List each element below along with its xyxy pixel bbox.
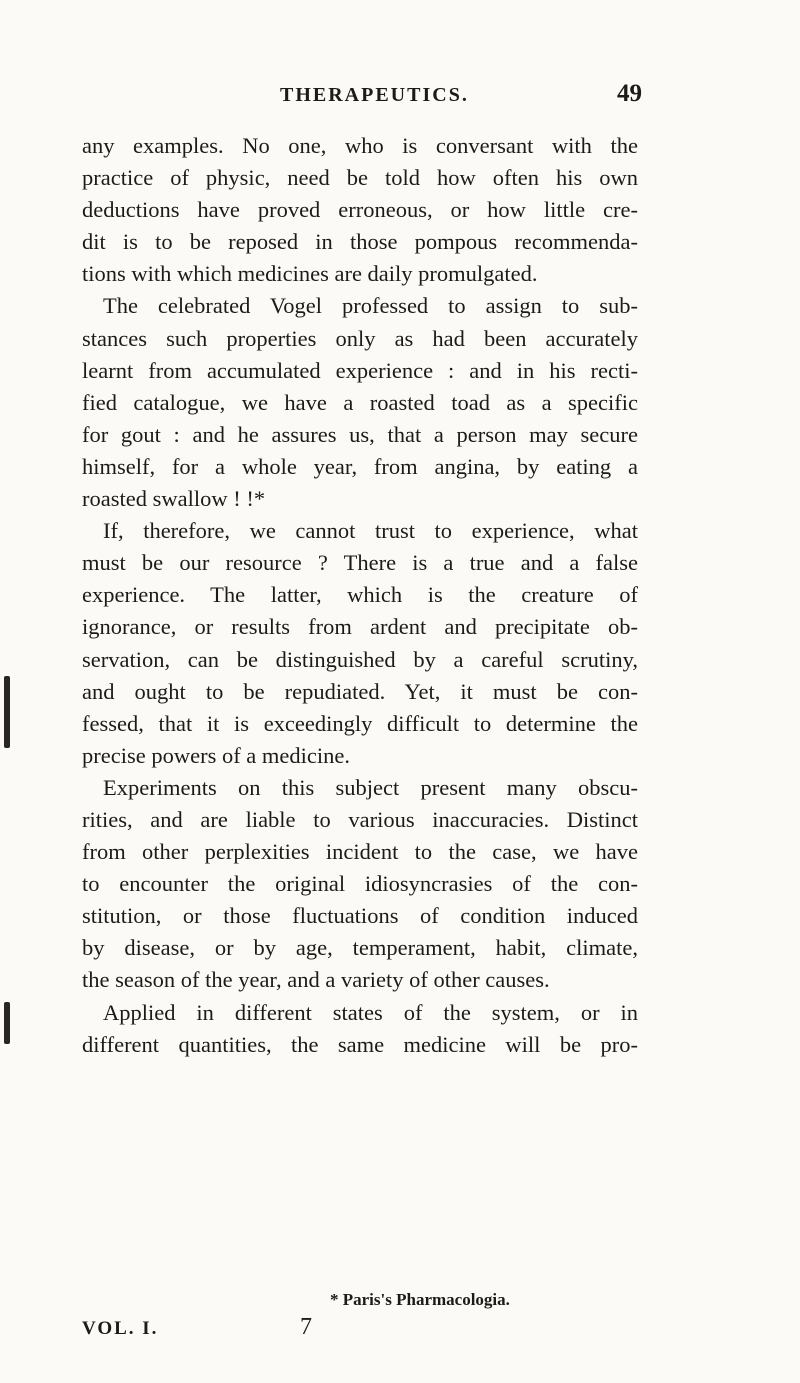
text-line: roasted swallow ! !* xyxy=(82,486,266,512)
text-line: deductions have proved erroneous, or how little cre- xyxy=(82,197,638,223)
text-line: and ought to be repudiated. Yet, it must be con- xyxy=(82,678,638,704)
text-line: learnt from accumulated experience : and in his recti- xyxy=(82,357,638,383)
header-title: THERAPEUTICS. xyxy=(280,84,469,106)
text-line: stitution, or those fluctuations of condition induced xyxy=(82,903,638,929)
text-line: by disease, or by age, temperament, habit, climate, xyxy=(82,935,638,961)
text-line: ignorance, or results from ardent and precipitate ob- xyxy=(82,614,638,640)
text-line: different quantities, the same medicine will be pro- xyxy=(82,1031,638,1057)
text-line: precise powers of a medicine. xyxy=(82,742,351,768)
text-line: The celebrated Vogel professed to assign to sub- xyxy=(103,293,638,319)
running-header xyxy=(0,80,800,118)
text-line: stances such properties only as had been accurately xyxy=(82,325,638,351)
text-line: dit is to be reposed in those pompous recommenda- xyxy=(82,229,638,255)
text-line: rities, and are liable to various inaccuracies. Distinct xyxy=(82,806,638,832)
text-line: practice of physic, need be told how often his own xyxy=(82,165,638,191)
text-line: to encounter the original idiosyncrasies of the con- xyxy=(82,871,638,897)
volume-mark: VOL. I. xyxy=(82,1318,159,1339)
text-line: Experiments on this subject present many obscu- xyxy=(103,774,638,800)
text-line: the season of the year, and a variety of other causes. xyxy=(82,967,550,993)
text-line: If, therefore, we cannot trust to experience, what xyxy=(103,518,638,544)
margin-stain-mark xyxy=(4,1002,10,1044)
text-line: must be our resource ? There is a true and a false xyxy=(82,550,638,576)
text-line: tions with which medicines are daily promulgated. xyxy=(82,261,538,287)
margin-stain-mark xyxy=(4,676,10,748)
text-line: any examples. No one, who is conversant with the xyxy=(82,133,638,158)
page-number: 49 xyxy=(617,80,642,107)
text-line: servation, can be distinguished by a careful scrutiny, xyxy=(82,646,638,672)
footnote: * Paris's Pharmacologia. xyxy=(330,1290,510,1309)
text-line: for gout : and he assures us, that a person may secure xyxy=(82,421,638,447)
text-line: fessed, that it is exceedingly difficult to determine the xyxy=(82,710,638,736)
body-text xyxy=(82,130,638,1061)
signature-line xyxy=(82,1314,642,1348)
text-line: fied catalogue, we have a roasted toad as a specific xyxy=(82,389,638,415)
text-line: himself, for a whole year, from angina, by eating a xyxy=(82,453,638,479)
text-line: experience. The latter, which is the creature of xyxy=(82,582,638,608)
signature-number: 7 xyxy=(300,1314,312,1340)
text-line: from other perplexities incident to the case, we have xyxy=(82,839,638,865)
text-line: Applied in different states of the system, or in xyxy=(103,999,638,1025)
